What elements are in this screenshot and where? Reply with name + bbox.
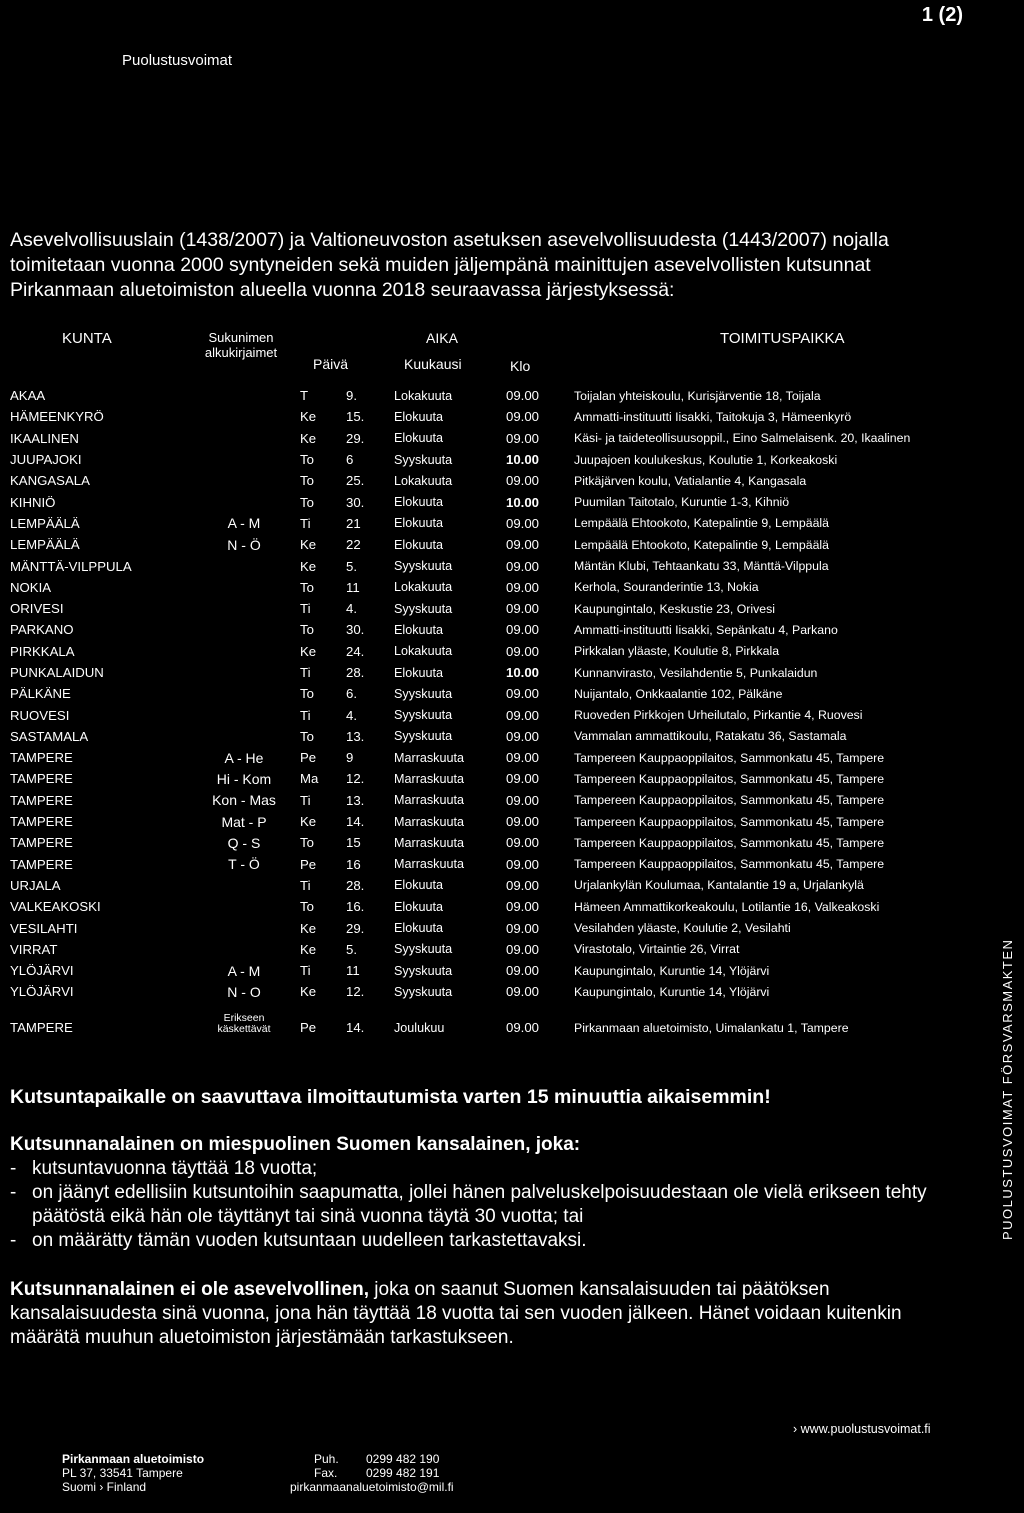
subject-heading: Kutsunnanalainen on miespuolinen Suomen kansalainen, joka: (10, 1134, 581, 1155)
cell-time: 09.00 (506, 771, 540, 787)
cell-place: Vesilahden yläaste, Koulutie 2, Vesilahti (574, 921, 791, 936)
cell-letters (192, 491, 296, 512)
cell-place: Nuijantalo, Onkkaalantie 102, Pälkäne (574, 686, 783, 701)
cell-kunta: HÄMEENKYRÖ (10, 409, 104, 425)
cell-month: Marraskuuta (394, 793, 464, 808)
footer-contact (290, 1452, 454, 1494)
cell-letters (192, 875, 296, 896)
cell-time: 10.00 (506, 494, 540, 510)
table-row-special (10, 1003, 910, 1035)
cell-letters (192, 406, 296, 427)
cell-place: Tampereen Kauppaoppilaitos, Sammonkatu 45, Tampere (574, 750, 885, 765)
cell-day: 9 (346, 750, 354, 766)
header-kunta: KUNTA (62, 330, 112, 347)
table-row (10, 832, 910, 853)
cell-kunta: KIHNIÖ (10, 494, 56, 510)
cell-weekday: Ke (300, 409, 317, 425)
cell-weekday: T (300, 388, 309, 404)
cell-weekday: Pe (300, 750, 317, 766)
cell-time: 09.00 (506, 430, 540, 446)
office-name: Pirkanmaan aluetoimisto (62, 1452, 205, 1466)
cell-month: Marraskuuta (394, 835, 464, 850)
org-name: Puolustusvoimat (122, 52, 233, 69)
table-row (10, 641, 910, 662)
cell-month: Elokuuta (394, 409, 444, 424)
cell-day: 6 (346, 452, 354, 468)
cell-kunta: TAMPERE (10, 835, 73, 851)
cell-weekday: To (300, 579, 314, 595)
cell-letters: N - O (227, 983, 261, 1000)
cell-time: 09.00 (506, 835, 540, 851)
cell-time: 09.00 (506, 622, 540, 638)
cell-place: Tampereen Kauppaoppilaitos, Sammonkatu 45, Tampere (574, 835, 885, 850)
exemption-paragraph: Kutsunnanalainen ei ole asevelvollinen, joka on saanut Suomen kansalaisuuden tai päätöksen kansalaisuudesta sinä vuonna, jona hän täyttää 18 vuotta tai sen vuoden jälkeen. Hänet voidaan kuitenkin määrätä muuhun aluetoimiston järjestämään tarkastukseen. (10, 1279, 902, 1348)
cell-month: Syyskuuta (394, 452, 453, 467)
cell-weekday: Ti (300, 515, 311, 531)
cell-month: Lokakuuta (394, 473, 453, 488)
cell-weekday: Ke (300, 941, 317, 957)
cell-kunta: PIRKKALA (10, 643, 75, 659)
cell-weekday: To (300, 622, 314, 638)
table-row (10, 491, 910, 512)
cell-month: Elokuuta (394, 899, 444, 914)
cell-day: 12. (346, 984, 365, 1000)
cell-time: 09.00 (506, 1019, 540, 1035)
cell-day: 28. (346, 877, 365, 893)
cell-weekday: Ti (300, 707, 311, 723)
cell-letters (192, 683, 296, 704)
cell-kunta: LEMPÄÄLÄ (10, 515, 80, 531)
cell-place: Tampereen Kauppaoppilaitos, Sammonkatu 45, Tampere (574, 814, 885, 829)
cell-kunta: PUNKALAIDUN (10, 665, 104, 680)
cell-time: 09.00 (506, 601, 540, 617)
cell-day: 6. (346, 686, 357, 702)
cell-day: 11 (346, 963, 360, 979)
cell-weekday: To (300, 494, 314, 510)
table-row (10, 555, 910, 576)
cell-day: 11 (346, 579, 360, 595)
cell-weekday: To (300, 835, 314, 851)
cell-place: Kunnanvirasto, Vesilahdentie 5, Punkalaidun (574, 665, 818, 680)
table-row (10, 960, 910, 981)
cell-month: Marraskuuta (394, 750, 464, 765)
cell-day: 13. (346, 728, 365, 744)
cell-day: 25. (346, 473, 365, 489)
cell-place: Ammatti-instituutti Iisakki, Taitokuja 3, Hämeenkyrö (574, 409, 852, 424)
cell-month: Joulukuu (394, 1020, 445, 1035)
cell-kunta: TAMPERE (10, 856, 73, 872)
cell-kunta: PÄLKÄNE (10, 686, 71, 702)
cell-time: 09.00 (506, 856, 540, 872)
cell-month: Marraskuuta (394, 814, 464, 829)
cell-day: 4. (346, 601, 357, 617)
cell-day: 12. (346, 771, 365, 787)
cell-letters (192, 726, 296, 747)
table-row (10, 534, 910, 555)
cell-weekday: Ti (300, 963, 311, 979)
cell-place: Ammatti-instituutti Iisakki, Sepänkatu 4, Parkano (574, 622, 838, 637)
cell-month: Marraskuuta (394, 771, 464, 786)
cell-letters: A - M (227, 962, 261, 979)
cell-day: 29. (346, 920, 365, 936)
cell-month: Marraskuuta (394, 857, 464, 872)
cell-weekday: To (300, 452, 314, 468)
cell-place: Tampereen Kauppaoppilaitos, Sammonkatu 45, Tampere (574, 771, 885, 786)
header-place: TOIMITUSPAIKKA (720, 330, 845, 347)
cell-weekday: Pe (300, 1019, 317, 1035)
table-row (10, 704, 910, 725)
page-number: 1 (2) (921, 4, 963, 26)
cell-month: Elokuuta (394, 665, 444, 680)
table-row (10, 896, 910, 917)
cell-place: Hämeen Ammattikorkeakoulu, Lotilantie 16, Valkeakoski (574, 899, 880, 914)
cell-place: Kaupungintalo, Kuruntie 14, Ylöjärvi (574, 984, 770, 999)
cell-kunta: SASTAMALA (10, 728, 89, 744)
cell-letters (192, 619, 296, 640)
cell-day: 22 (346, 537, 361, 553)
cell-weekday: Ke (300, 558, 317, 574)
cell-place: Urjalankylän Koulumaa, Kantalantie 19 a, Urjalankylä (574, 878, 864, 893)
header-letters: Sukunimen alkukirjaimet (204, 330, 278, 360)
cell-letters (192, 1003, 296, 1035)
cell-letters (192, 555, 296, 576)
cell-letters (192, 939, 296, 960)
cell-place: Tampereen Kauppaoppilaitos, Sammonkatu 45, Tampere (574, 793, 885, 808)
cell-letters: N - Ö (227, 536, 261, 553)
cell-time: 09.00 (506, 941, 540, 957)
cell-weekday: Ti (300, 792, 311, 808)
table-row (10, 726, 910, 747)
table-row (10, 385, 910, 406)
cell-time: 09.00 (506, 388, 540, 404)
header-kuukausi: Kuukausi (404, 356, 462, 372)
table-row (10, 513, 910, 534)
cell-letters: A - He (224, 749, 264, 766)
table-row (10, 981, 910, 1002)
cell-place: Vammalan ammattikoulu, Ratakatu 36, Sastamala (574, 729, 847, 744)
table-row (10, 619, 910, 640)
cell-weekday: To (300, 686, 314, 702)
cell-kunta: YLÖJÄRVI (10, 984, 74, 1000)
cell-kunta: VESILAHTI (10, 920, 78, 936)
cell-month: Syyskuuta (394, 559, 453, 574)
cell-weekday: To (300, 728, 314, 744)
cell-place: Kaupungintalo, Kuruntie 14, Ylöjärvi (574, 963, 770, 978)
cell-time: 09.00 (506, 750, 540, 766)
cell-day: 24. (346, 643, 365, 659)
vertical-side-text: PUOLUSTUSVOIMAT FÖRSVARSMAKTEN (1000, 938, 1015, 1240)
cell-month: Syyskuuta (394, 686, 453, 701)
cell-month: Syyskuuta (394, 729, 453, 744)
cell-time: 09.00 (506, 643, 540, 659)
cell-weekday: To (300, 899, 314, 915)
cell-weekday: Pe (300, 856, 317, 872)
cell-time: 09.00 (506, 984, 540, 1000)
cell-day: 30. (346, 622, 365, 638)
cell-month: Syyskuuta (394, 942, 453, 957)
cell-kunta: TAMPERE (10, 814, 73, 830)
table-row (10, 854, 910, 875)
cell-weekday: Ke (300, 984, 317, 1000)
cell-weekday: Ma (300, 771, 319, 787)
cell-day: 21 (346, 515, 361, 531)
cell-day: 15 (346, 835, 361, 851)
phone-line: Puh. 0299 482 190 (314, 1452, 440, 1466)
table-row (10, 577, 910, 598)
table-row (10, 406, 910, 427)
cell-letters (192, 917, 296, 938)
cell-month: Elokuuta (394, 431, 444, 446)
cell-weekday: Ti (300, 665, 311, 680)
cell-place: Ruoveden Pirkkojen Urheilutalo, Pirkantie 4, Ruovesi (574, 708, 863, 723)
table-row (10, 790, 910, 811)
header-paiva: Päivä (313, 356, 349, 372)
table-row (10, 683, 910, 704)
cell-place: Pitkäjärven koulu, Vatialantie 4, Kangasala (574, 473, 807, 488)
cell-time: 09.00 (506, 686, 540, 702)
cell-time: 09.00 (506, 409, 540, 425)
cell-month: Syyskuuta (394, 708, 453, 723)
cell-kunta: PARKANO (10, 622, 74, 638)
table-row (10, 747, 910, 768)
cell-place: Kaupungintalo, Keskustie 23, Orivesi (574, 601, 775, 616)
cell-month: Lokakuuta (394, 388, 453, 403)
cell-kunta: NOKIA (10, 579, 52, 595)
cell-time: 09.00 (506, 537, 540, 553)
cell-month: Syyskuuta (394, 984, 453, 999)
arrival-notice: Kutsuntapaikalle on saavuttava ilmoittautumista varten 15 minuuttia aikaisemmin! (10, 1086, 771, 1108)
cell-letters: Mat - P (221, 813, 267, 830)
cell-place: Pirkanmaan aluetoimisto, Uimalankatu 1, Tampere (574, 1020, 849, 1035)
schedule-table (10, 385, 910, 1035)
cell-month: Elokuuta (394, 495, 444, 510)
header-klo: Klo (510, 358, 531, 374)
cell-time: 09.00 (506, 579, 540, 595)
cell-kunta: URJALA (10, 877, 61, 893)
cell-month: Lokakuuta (394, 644, 453, 659)
subject-item: - on jäänyt edellisiin kutsuntoihin saapumatta, jollei hänen palveluskelpoisuudestaan ole vielä erikseen tehty päätöstä eikä hän ole täyttänyt tai sinä vuonna täytä 30 vuotta; tai (10, 1182, 927, 1227)
cell-place: Tampereen Kauppaoppilaitos, Sammonkatu 45, Tampere (574, 857, 885, 872)
cell-kunta: KANGASALA (10, 473, 90, 489)
cell-month: Lokakuuta (394, 580, 453, 595)
cell-place: Toijalan yhteiskoulu, Kurisjärventie 18, Toijala (574, 388, 821, 403)
cell-day: 13. (346, 792, 365, 808)
cell-day: 28. (346, 665, 365, 680)
cell-time: 09.00 (506, 814, 540, 830)
cell-letters (192, 704, 296, 725)
cell-kunta: VIRRAT (10, 941, 58, 957)
fax-line: Fax. 0299 482 191 (314, 1466, 440, 1480)
cell-weekday: Ke (300, 814, 317, 830)
cell-place: Käsi- ja taideteollisuusoppil., Eino Salmelaisenk. 20, Ikaalinen (574, 431, 911, 446)
cell-day: 16. (346, 899, 365, 915)
cell-day: 9. (346, 388, 357, 404)
office-country: Suomi › Finland (62, 1480, 147, 1494)
cell-month: Elokuuta (394, 878, 444, 893)
cell-time: 10.00 (506, 452, 540, 468)
cell-day: 14. (346, 1019, 365, 1035)
cell-kunta: TAMPERE (10, 792, 73, 808)
cell-weekday: Ke (300, 537, 317, 553)
cell-day: 29. (346, 430, 365, 446)
table-row (10, 768, 910, 789)
cell-letters (192, 470, 296, 491)
cell-kunta: TAMPERE (10, 750, 73, 766)
cell-time: 09.00 (506, 792, 540, 808)
cell-place: Lempäälä Ehtookoto, Katepalintie 9, Lempäälä (574, 516, 829, 531)
subject-item: - kutsuntavuonna täyttää 18 vuotta; (10, 1158, 318, 1179)
cell-time: 10.00 (506, 665, 540, 680)
cell-letters: T - Ö (228, 856, 260, 873)
cell-month: Syyskuuta (394, 963, 453, 978)
cell-letters (192, 598, 296, 619)
cell-weekday: Ti (300, 877, 311, 893)
cell-letters (192, 577, 296, 598)
cell-month: Elokuuta (394, 537, 444, 552)
cell-kunta: MÄNTTÄ-VILPPULA (10, 558, 132, 574)
cell-kunta: IKAALINEN (10, 430, 79, 446)
email-address[interactable]: pirkanmaanaluetoimisto@mil.fi (290, 1480, 454, 1494)
cell-letters (192, 896, 296, 917)
cell-day: 30. (346, 494, 365, 510)
cell-place: Lempäälä Ehtookoto, Katepalintie 9, Lempäälä (574, 537, 829, 552)
cell-day: 14. (346, 814, 365, 830)
table-row (10, 428, 910, 449)
cell-time: 09.00 (506, 728, 540, 744)
website-link[interactable]: › www.puolustusvoimat.fi (793, 1422, 931, 1436)
cell-letters (192, 662, 296, 683)
cell-letters (192, 449, 296, 470)
cell-kunta: JUUPAJOKI (10, 452, 82, 468)
cell-letters (192, 428, 296, 449)
footer-office (62, 1452, 204, 1494)
cell-time: 09.00 (506, 515, 540, 531)
cell-time: 09.00 (506, 558, 540, 574)
letters-note: Erikseen käskettävät (217, 1011, 271, 1035)
intro-paragraph: Asevelvollisuuslain (1438/2007) ja Valtioneuvoston asetuksen asevelvollisuudesta (1443/2007) nojalla toimitetaan vuonna 2000 syntyneiden sekä muiden jäljempänä mainittujen asevelvollisten kutsunnat Pirkanmaan aluetoimiston alueella vuonna 2018 seuraavassa järjestyksessä: (10, 229, 889, 301)
cell-letters (192, 641, 296, 662)
office-address: PL 37, 33541 Tampere (62, 1466, 183, 1480)
cell-letters (192, 385, 296, 406)
cell-kunta: ORIVESI (10, 601, 64, 617)
table-row (10, 598, 910, 619)
cell-weekday: Ke (300, 643, 317, 659)
cell-weekday: To (300, 473, 314, 489)
cell-weekday: Ke (300, 920, 317, 936)
cell-kunta: YLÖJÄRVI (10, 963, 74, 979)
cell-weekday: Ke (300, 430, 317, 446)
header-aika: AIKA (426, 330, 458, 346)
cell-time: 09.00 (506, 963, 540, 979)
cell-place: Mäntän Klubi, Tehtaankatu 33, Mänttä-Vilppula (574, 559, 829, 574)
cell-day: 5. (346, 558, 357, 574)
cell-time: 09.00 (506, 707, 540, 723)
cell-place: Kerhola, Souranderintie 13, Nokia (574, 580, 759, 595)
cell-place: Pirkkalan yläaste, Koulutie 8, Pirkkala (574, 644, 780, 659)
cell-day: 16 (346, 856, 361, 872)
cell-month: Syyskuuta (394, 601, 453, 616)
cell-month: Elokuuta (394, 921, 444, 936)
subject-item: - on määrätty tämän vuoden kutsuntaan uudelleen tarkastettavaksi. (10, 1230, 587, 1251)
table-row (10, 811, 910, 832)
cell-place: Puumilan Taitotalo, Kuruntie 1-3, Kihniö (574, 495, 790, 510)
cell-time: 09.00 (506, 473, 540, 489)
cell-kunta: VALKEAKOSKI (10, 899, 101, 915)
cell-month: Elokuuta (394, 622, 444, 637)
cell-weekday: Ti (300, 601, 311, 617)
cell-day: 4. (346, 707, 357, 723)
cell-kunta: TAMPERE (10, 771, 73, 787)
cell-time: 09.00 (506, 899, 540, 915)
cell-place: Juupajoen koulukeskus, Koulutie 1, Korkeakoski (574, 452, 838, 467)
cell-month: Elokuuta (394, 516, 444, 531)
cell-letters: Q - S (227, 834, 261, 851)
table-row (10, 875, 910, 896)
cell-letters: Kon - Mas (212, 792, 276, 809)
table-row (10, 939, 910, 960)
cell-letters: Hi - Kom (216, 770, 272, 787)
cell-time: 09.00 (506, 877, 540, 893)
table-row (10, 917, 910, 938)
cell-day: 5. (346, 941, 357, 957)
cell-place: Virastotalo, Virtaintie 26, Virrat (574, 942, 740, 957)
subject-definition (10, 1133, 950, 1253)
table-row (10, 470, 910, 491)
table-row (10, 449, 910, 470)
table-row (10, 662, 910, 683)
cell-kunta: LEMPÄÄLÄ (10, 537, 80, 553)
cell-kunta: AKAA (10, 388, 46, 404)
cell-kunta: TAMPERE (10, 1019, 73, 1035)
cell-kunta: RUOVESI (10, 707, 70, 723)
cell-day: 15. (346, 409, 365, 425)
cell-time: 09.00 (506, 920, 540, 936)
cell-letters: A - M (227, 515, 261, 532)
